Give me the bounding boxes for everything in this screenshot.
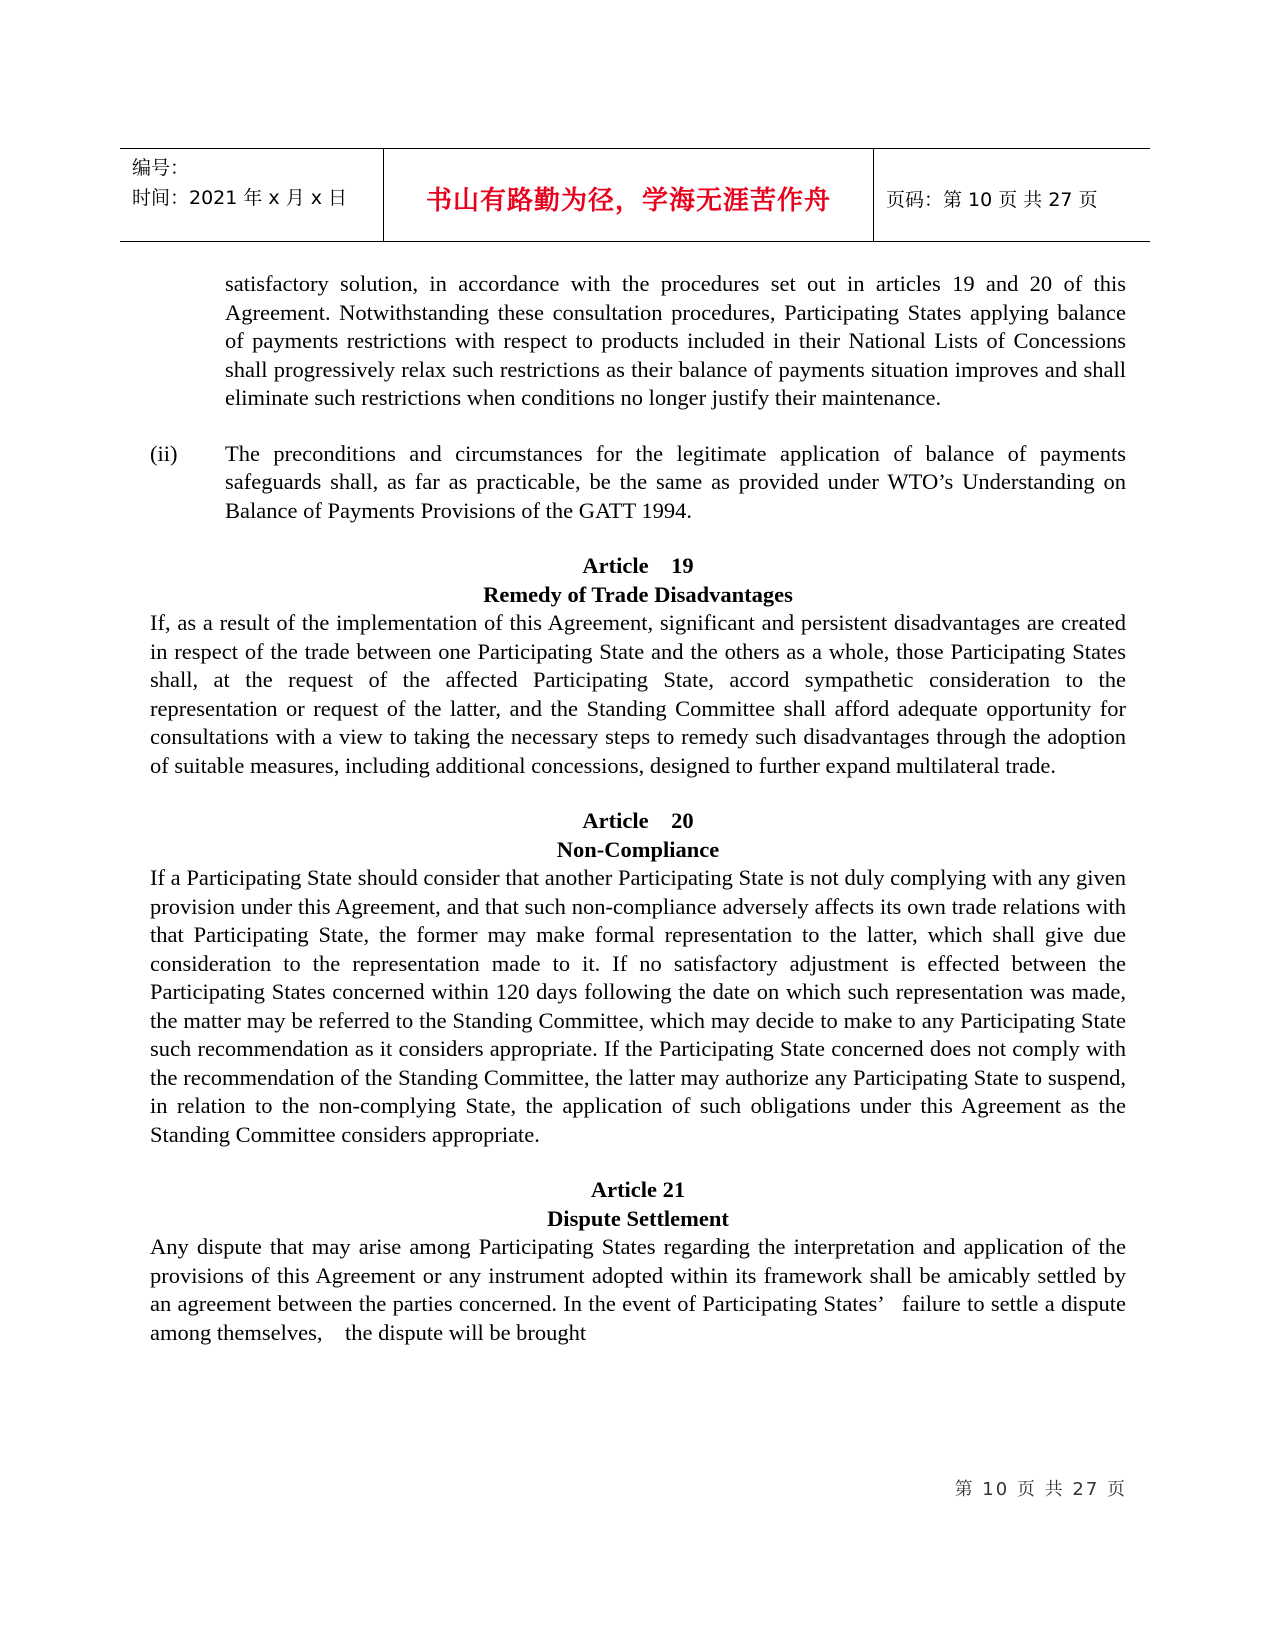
header-page-info: 页码：第 10 页 共 27 页 — [886, 188, 1098, 211]
document-header — [120, 148, 1150, 242]
motto-text: 书山有路勤为径，学海无涯苦作舟 — [425, 185, 831, 216]
list-item-ii — [150, 440, 1126, 526]
continuation-paragraph: satisfactory solution, in accordance with the procedures set out in articles 19 and 20 of this Agreement. Notwithstanding these consultation procedures, Participating States applying balance of payments restrictions with respect to products included in their National Lists of Concessions shall progressively relax such restrictions as their balance of payments situation improves and shall eliminate such restrictions when conditions no longer justify their maintenance. — [225, 271, 1126, 410]
serial-number-label: 编号： — [132, 157, 190, 179]
article-number: Article 19 — [582, 553, 694, 578]
article-20 — [150, 807, 1126, 1149]
header-meta-cell — [120, 149, 384, 241]
page-footer: 第 10 页 共 27 页 — [954, 1479, 1127, 1500]
article-text: Any dispute that may arise among Participating States regarding the interpretation and application of the provisions of this Agreement or any instrument adopted within its framework shall be amicably settled by an agreement between the parties concerned. In the event of Participating States’ failure to settle a dispute among themselves, the dispute will be brought — [150, 1234, 1132, 1345]
article-19 — [150, 552, 1126, 780]
article-number: Article 20 — [582, 808, 694, 833]
article-number: Article 21 — [590, 1177, 686, 1202]
article-title: Dispute Settlement — [547, 1205, 729, 1231]
article-text: If a Participating State should consider that another Participating State is not duly complying with any given provision under this Agreement, and that such non-compliance adversely affects its own trade relations with that Participating State, the former may make formal representation to the latter, which shall give due consideration to the representation made to it. If no satisfactory adjustment is effected between the Participating States concerned within 120 days following the date on which such representation was made, the matter may be referred to the Standing Committee, which may decide to make to any Participating State such recommendation as it considers appropriate. If the Participating State concerned does not comply with the recommendation of the Standing Committee, the latter may authorize any Participating State to suspend, in relation to the non-complying State, the application of such obligations under this Agreement as the Standing Committee considers appropriate. — [150, 865, 1126, 1147]
document-body — [150, 270, 1132, 1347]
header-motto-cell — [384, 149, 874, 241]
list-item-text: The preconditions and circumstances for the legitimate application of balance of payments safeguards shall, as far as practicable, be the same as provided under WTO’s Understanding on Balance of Payments Provisions of the GATT 1994. — [225, 440, 1126, 523]
article-title: Non-Compliance — [556, 836, 720, 862]
date-label: 时间：2021 年 x 月 x 日 — [132, 187, 348, 209]
article-text: If, as a result of the implementation of this Agreement, significant and persistent disadvantages are created in respect of the trade between one Participating State and the others as a whole, those Participating States shall, at the request of the affected Participating State, accord sympathetic consideration to the representation or request of the latter, and the Standing Committee shall afford adequate opportunity for consultations with a view to taking the necessary steps to remedy such disadvantages through the adoption of suitable measures, including additional concessions, designed to further expand multilateral trade. — [150, 610, 1126, 778]
article-21 — [150, 1176, 1132, 1347]
header-page-cell — [874, 149, 1150, 241]
article-title: Remedy of Trade Disadvantages — [483, 581, 793, 607]
list-item-number: (ii) — [150, 440, 178, 466]
